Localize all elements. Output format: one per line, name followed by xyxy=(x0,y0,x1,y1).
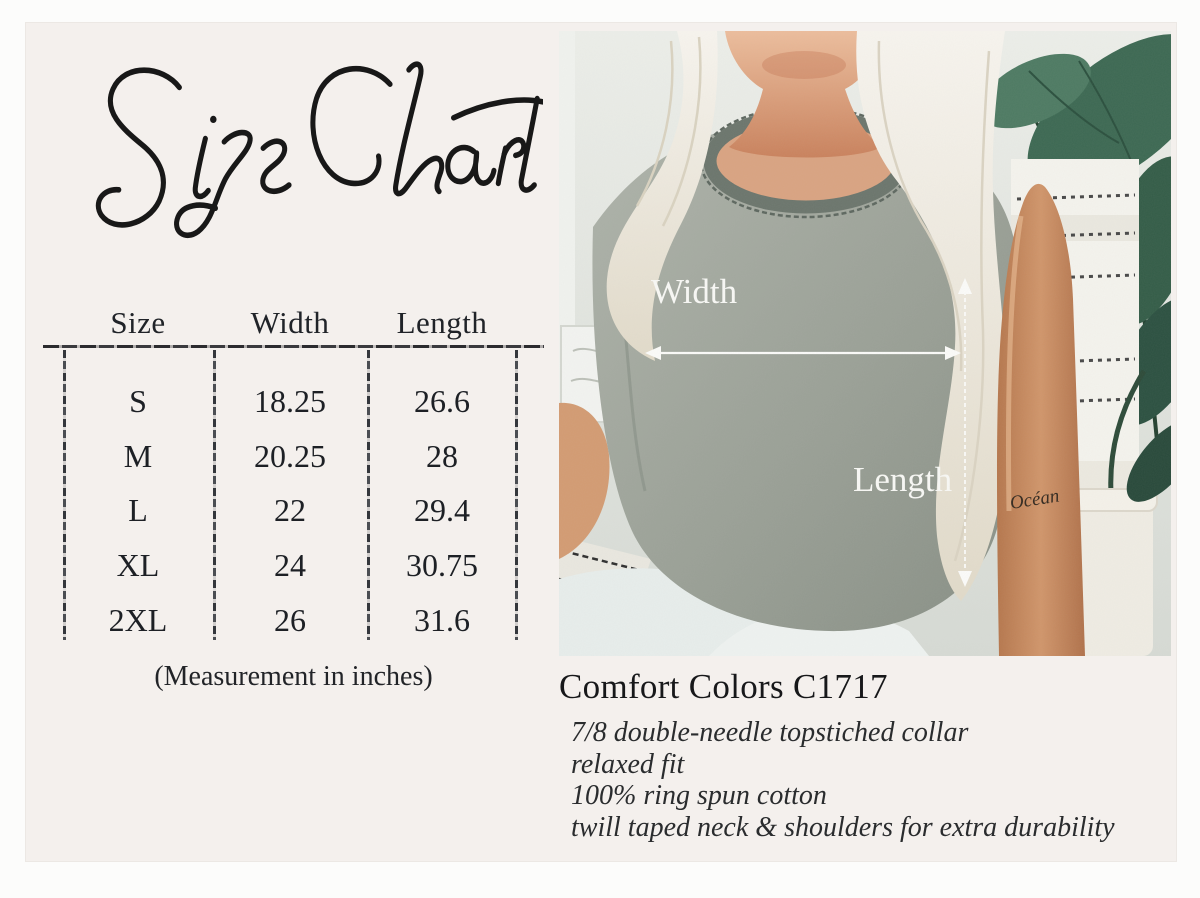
product-photo-drawing xyxy=(559,31,1171,656)
cell-width: 18.25 xyxy=(254,382,326,419)
header-width: Width xyxy=(250,305,330,340)
info-card xyxy=(25,22,1177,862)
cell-length: 28 xyxy=(426,437,458,474)
cell-width: 26 xyxy=(274,602,306,639)
feature-item: twill taped neck & shoulders for extra durability xyxy=(571,811,1115,843)
feature-item: 100% ring spun cotton xyxy=(571,780,827,811)
size-table-body xyxy=(63,374,517,648)
width-label: Width xyxy=(651,272,738,311)
measurement-units-caption: (Measurement in inches) xyxy=(154,661,433,692)
photo-grain xyxy=(559,31,1171,656)
length-label: Length xyxy=(853,460,953,499)
cell-length: 26.6 xyxy=(414,382,470,419)
cell-width: 24 xyxy=(274,547,306,584)
feature-item: relaxed fit xyxy=(571,748,685,780)
page-title xyxy=(38,49,543,249)
tattoo-text: Océan xyxy=(1008,485,1061,514)
cell-width: 22 xyxy=(274,492,306,529)
header-length: Length xyxy=(396,305,488,340)
product-name: Comfort Colors C1717 xyxy=(559,667,888,706)
cell-length: 30.75 xyxy=(406,547,478,584)
cell-length: 31.6 xyxy=(414,602,470,639)
cell-size: XL xyxy=(116,547,160,584)
product-features xyxy=(571,717,1115,843)
cell-width: 20.25 xyxy=(254,437,326,474)
size-table-header xyxy=(63,291,517,341)
header-size: Size xyxy=(110,305,166,340)
cell-size: L xyxy=(128,492,148,529)
feature-item: 7/8 double-needle topstiched collar xyxy=(571,717,969,748)
cell-size: S xyxy=(129,382,147,419)
script-title-drawing xyxy=(38,49,543,249)
cell-size: M xyxy=(123,437,153,474)
product-photo xyxy=(559,31,1171,656)
table-top-rule xyxy=(43,345,544,348)
cell-length: 29.4 xyxy=(414,492,470,529)
cell-size: 2XL xyxy=(108,602,168,639)
